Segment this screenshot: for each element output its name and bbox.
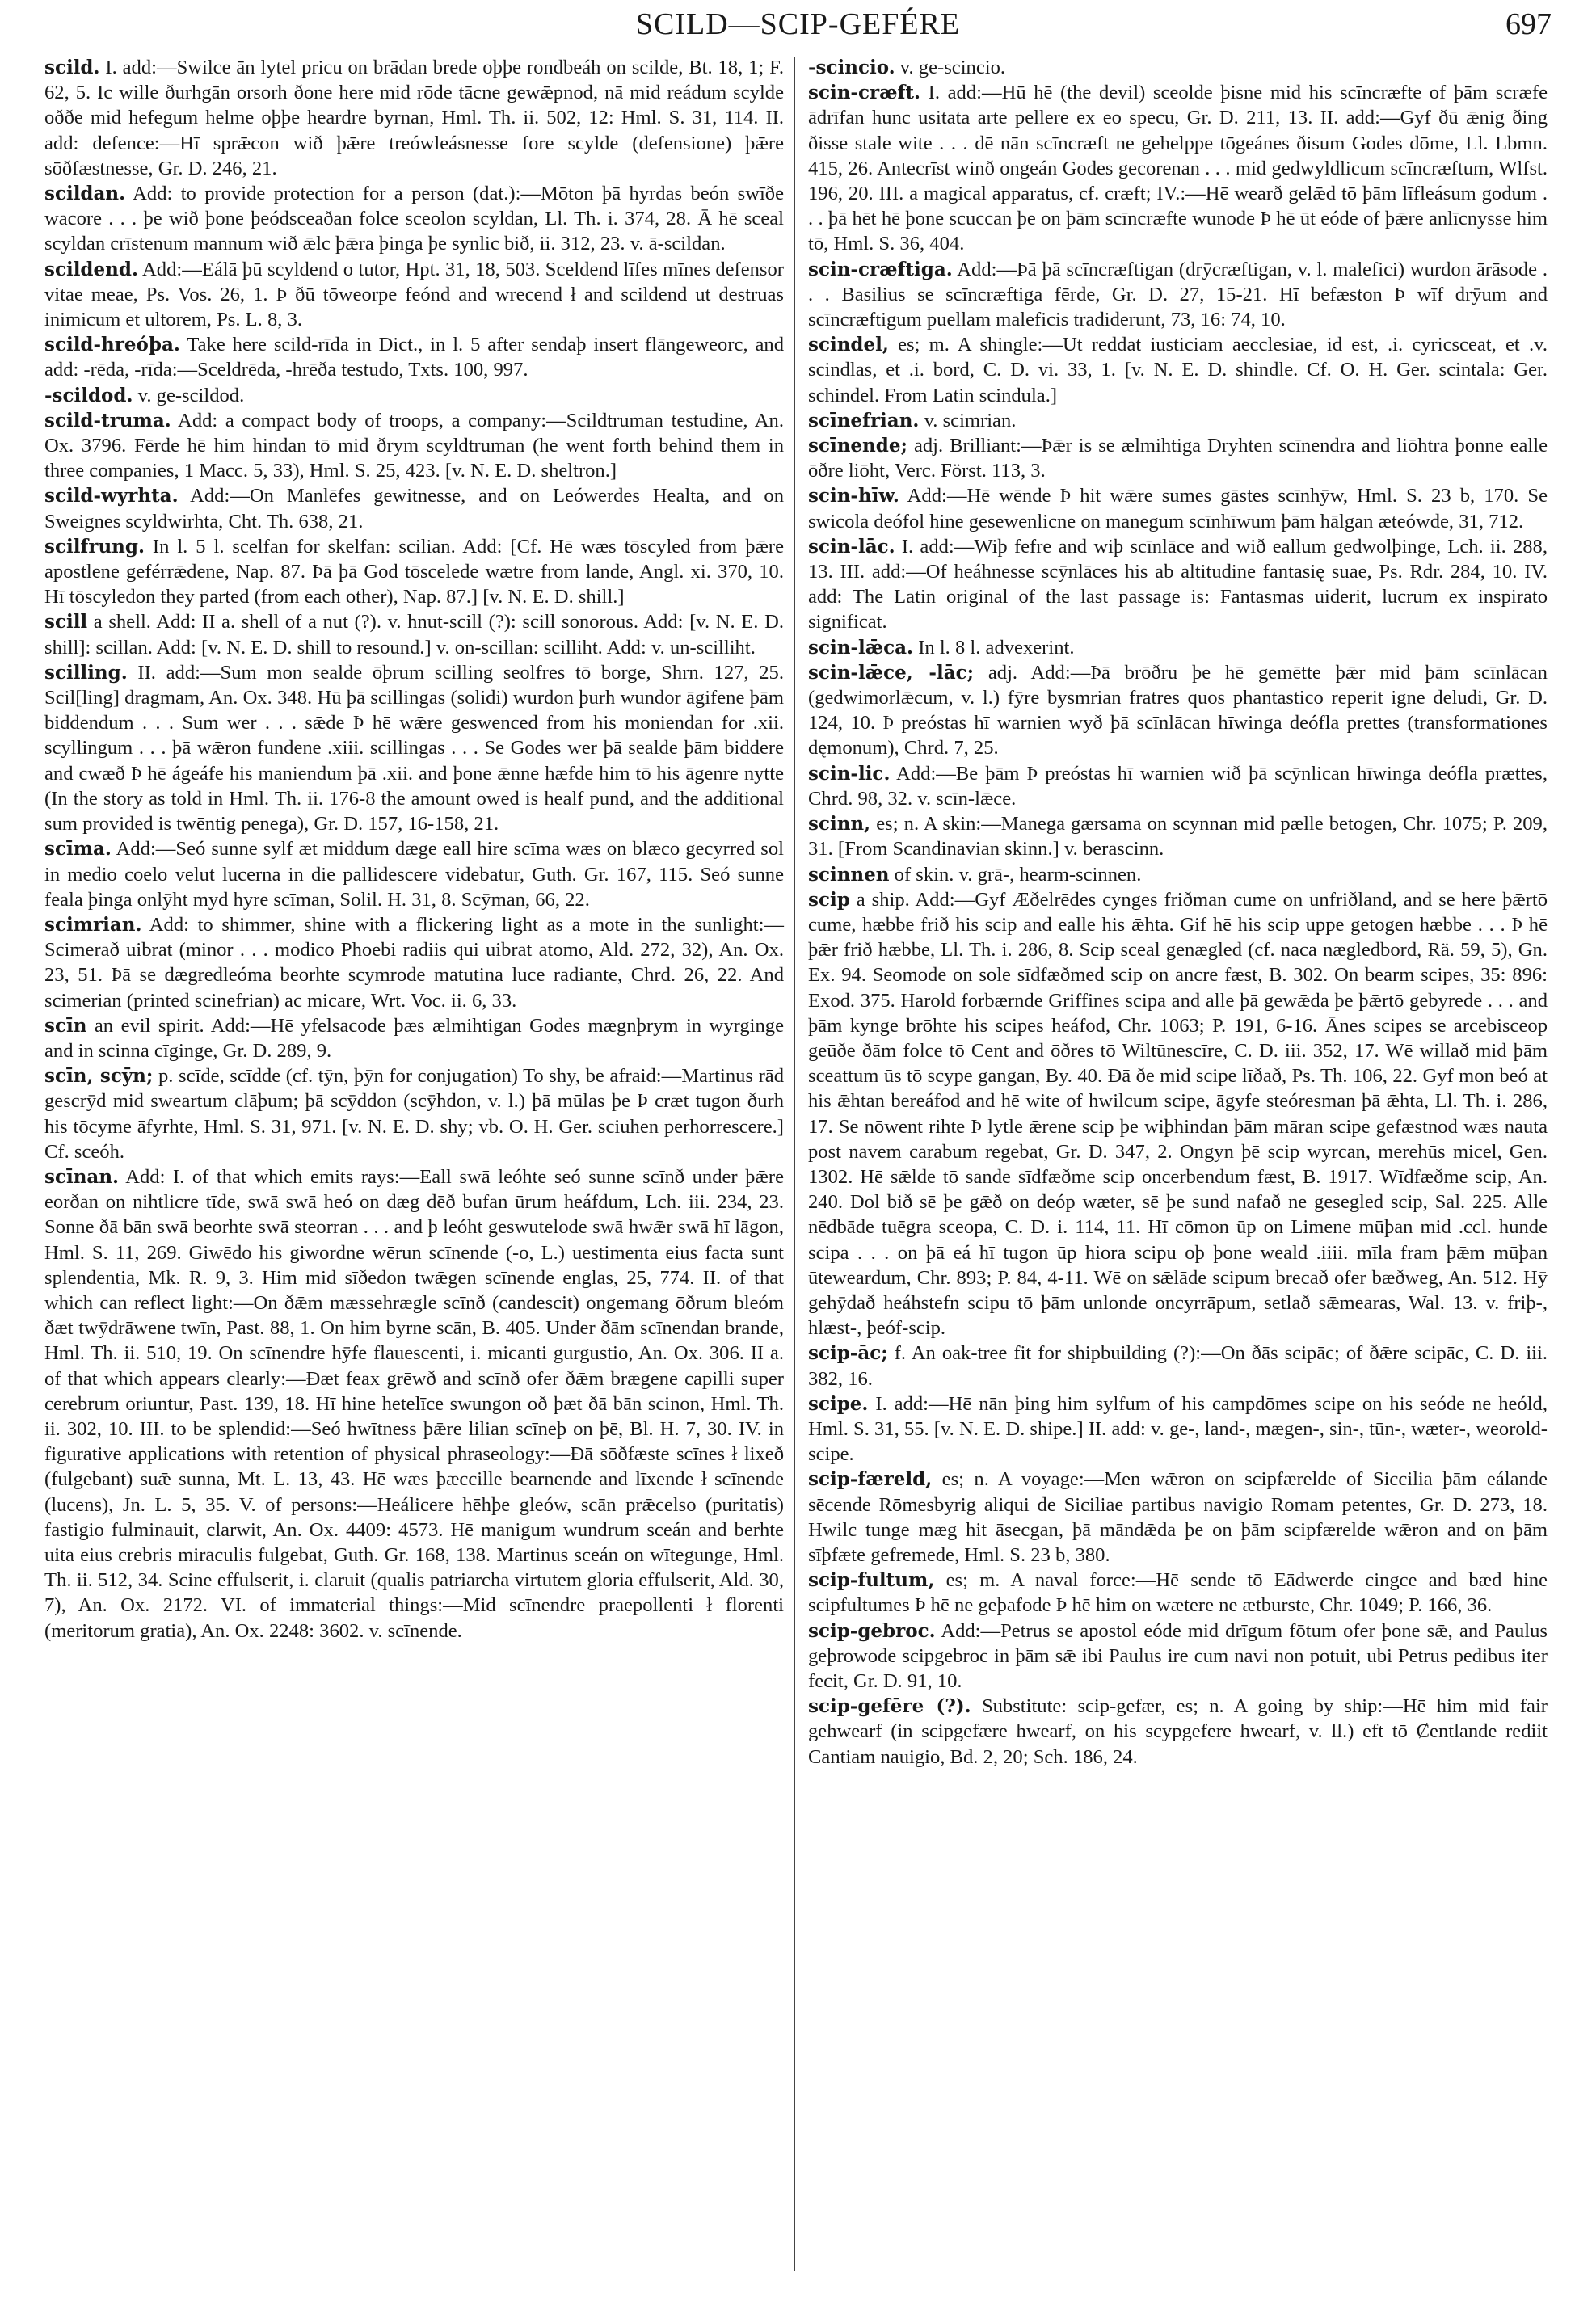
entry-headword: scild-wyrhta. (44, 485, 179, 507)
dictionary-entry (44, 408, 784, 484)
entry-body: p. scīde, scīdde (cf. tȳn, þȳn for conjugation) To shy, be afraid:—Martinus rād gescrȳd mid sweartum clāþum; þā scȳddon (scȳhdon, v. l.) þā mūlas þe Þ cræt tugon ðurh his tōcyme āfyrhte, Hml. S. 31, 971. [v. N. E. D. shy; vb. O. H. Ger. sciuhen perhorrescere.] Cf. sceóh. (44, 1065, 784, 1163)
dictionary-entry (808, 1467, 1548, 1568)
entry-headword: scīnan. (44, 1165, 120, 1188)
entry-body: a shell. Add: II a. shell of a nut (?). v. hnut-scill (?): scill sonorous. Add: [v. N. E. D. shill]: scillan. Add: [v. N. E. D. shill to resound.] v. on-scillan: scilliht. Add: v. un-scilliht. (44, 611, 784, 659)
entry-headword: scipe. (808, 1392, 869, 1415)
page-number: 697 (1505, 7, 1552, 41)
entry-body: II. add:—Sum mon sealde ōþrum scilling seolfres tō borge, Shrn. 127, 25. Scil[ling] dragmam, An. Ox. 348. Hū þā scillingas (solidi) wurdon þurh wundor āgifene þām biddendum . . . Sum wer . . . sǣde Þ hē wǣre geswenced from his moniendan for .xii. scyllingum . . . þā wǣron fundene .xiii. scillingas . . . Se Godes wer þā sealde þām biddere and cwæð Þ hē ágeáfe his maniendum þā .xii. and þone ǣnne hæfde him tō his āgenre nytte (In the story as told in Hml. Th. ii. 176-8 the amount owed is healf pund, and the additional sum provided is twēntig penega), Gr. D. 157, 16-158, 21. (44, 661, 784, 836)
entry-body: es; m. A shingle:—Ut reddat iusticiam aecclesiae, id est, .i. cyricsceat, et .v. scindlas, et .i. bord, C. D. vi. 33, 1. [v. N. E. D. shindle. Cf. O. H. Ger. scintala: Ger. schindel. From Latin scindula.] (808, 334, 1548, 406)
dictionary-entry (808, 483, 1548, 533)
entry-headword: scin-hīw. (808, 485, 899, 507)
entry-headword: scip-gefēre (?). (808, 1695, 971, 1718)
entry-headword: scīn (44, 1014, 87, 1037)
entry-headword: scip-āc; (808, 1342, 888, 1365)
dictionary-entry (44, 1063, 784, 1164)
entry-body: I. add:—Wiþ fefre and wiþ scīnlāce and wið eallum gedwolþinge, Lch. ii. 288, 13. III. add:—Of heáhnesse scȳnlāces his ab altitudine fantasię suae, Ps. Rdr. 284, 10. IV. add: The Latin original of the last passage is: Fantasmas uiderit, lucrum ex inspirato significat. (808, 535, 1548, 634)
dictionary-entry (808, 1568, 1548, 1618)
dictionary-entry (808, 660, 1548, 761)
dictionary-entry (44, 257, 784, 333)
dictionary-entry (808, 433, 1548, 483)
entry-headword: scīn, scȳn; (44, 1065, 154, 1088)
entry-headword: scip-færeld, (808, 1468, 933, 1491)
entry-body: a ship. Add:—Gyf Æðelrēdes cynges friðman cume on unfriðland, and se here þǣrtō cume, hæbbe frið his scip and ealle his ǣhta. Gif hē his scip uppe getogen hæbbe . . . Þ hē þǣr frið hæbbe, Ll. Th. i. 286, 8. Scip sceal genægled (cf. naca nægledbord, Rä. 59, 5), Gn. Ex. 94. Seomode on sole sīdfæðmed scip on ancre fæst, B. 302. On bearm scipes, 35: 896: Exod. 375. Harold forbærnde Griffines scipa and alle þā gewǣda þe þǣrtō gebyrede . . . and þām kynge brōhte his scipes heáfod, Chr. 1063; P. 191, 6-16. Ānes scipes se arcebisceop geūðe ðām folce tō Cent and ōðres tō Wiltūnescīre, C. D. iii. 352, 17. Wē willað mid þām sceattum ūs tō scype gangan, By. 40. Ðā ðe mid scipe līðað, Ps. Th. 106, 22. Gyf mon beó at his ǣhtan bereáfod and hē wite of hwilcum scipe, āgyfe steóresman þā ǣhta, Ll. Th. i. 286, 17. Se nōwent rihte Þ lytle ǣrene scip þe wiþhindan þām māran scipe gefæstnod wæs nauta post navem carabum regebat, Gr. D. 347, 2. Ongyn þē scip wyrcan, merehūs micel, Gen. 1302. Hē sǣlde tō sande sīdfæðme scip oncerbendum fæst, B. 1917. Wīdfæðme scip, An. 240. Dol bið sē þe gǣð on deóp wæter, sē þe sund nafað ne gesegled scip, Sal. 225. Alle nēdbāde tuēgra sceopa, C. D. i. 114, 11. Hī cōmon ūp on Limene mūþan mid .ccl. hunde scipa . . . on þā eá hī tugon ūp hiora scipu oþ þone weald .iiii. mīla fram þǣm mūþan ūteweardum, Chr. 893; P. 84, 4-11. Wē on sǣlāde scipum brecað ofer bæðweg, An. 512. Hȳ gehȳdað heáhstefn scipu tō þām unlonde oncyrrāpum, setlað sǣmearas, Wal. 13. v. friþ-, hlæst-, þeóf-scip. (808, 888, 1548, 1340)
entry-body: v. ge-scildod. (133, 384, 245, 406)
dictionary-entry (808, 635, 1548, 660)
dictionary-entry (44, 55, 784, 181)
entry-body: es; n. A voyage:—Men wǣron on scipfærelde of Siccilia þām eálande sēcende Rōmesbyrig aliqui de Siciliae partibus navigio Romam petentes, Gr. D. 273, 18. Hwilc tunge mæg hit āsecgan, þā māndǣda þe on þām scipfærelde wǣron and on þām sīþfæte gefremede, Hml. S. 23 b, 380. (808, 1468, 1548, 1566)
dictionary-entry (44, 1013, 784, 1063)
entry-headword: scin-lǣca. (808, 636, 914, 659)
entry-body: adj. Brilliant:—Þǣr is se ælmihtiga Dryhten scīnendra and liōhtra þonne ealle ōðre liōht, Verc. Först. 113, 3. (808, 435, 1548, 482)
entry-headword: scinn, (808, 813, 871, 836)
dictionary-entry (808, 1619, 1548, 1694)
entry-body: I. add:—Hū hē (the devil) sceolde þisne mid his scīncræfte of þām scræfe ādrīfan hunc usitata arte pellere ex eo specu, Gr. D. 211, 13. II. add:—Gyf ðū ǣnig ðing ðisse stale wite . . . dē nān scīncræft ne gehelppe tōgeánes ðisum Godes dōme, Ll. Lbmn. 415, 26. Antecrīst winð ongeán Godes gecorenan . . . mid gedwyldlicum scīncræftum, Wlfst. 196, 20. III. a magical apparatus, cf. cræft; IV.:—Hē wearð gelǣd tō þām līfleásum godum . . . þā hēt hē þone scuccan þe on þām scīncræfte wunode Þ hē ūt eóde of þǣre anlīcnysse him tō, Hml. S. 36, 404. (808, 82, 1548, 255)
entry-headword: scīnende; (808, 435, 907, 457)
entry-body: Add:—Be þām Þ preóstas hī warnien wið þā scȳnlican hīwinga deófla prættes, Chrd. 98, 32. v. scīn-lǣce. (808, 762, 1548, 810)
entry-body: Add:—Petrus se apostol eóde mid drīgum fōtum ofer þone sǣ, and Paulus geþrowode scipgebroc in þām sǣ ibi Paulus ire cum navi non potuit, ubi Petrus pedibus iter fecit, Gr. D. 91, 10. (808, 1619, 1548, 1692)
entry-body: I. add:—Hē nān þing him sylfum of his campdōmes scipe on his seóde ne heóld, Hml. S. 31, 55. [v. N. E. D. shipe.] II. add: v. ge-, land-, mægen-, sin-, tūn-, wæter-, weorold-scipe. (808, 1392, 1548, 1466)
entry-body: In l. 8 l. advexerint. (913, 636, 1075, 659)
running-title: SCILD—SCIP-GEFÉRE (635, 7, 961, 41)
dictionary-entry (808, 408, 1548, 433)
entry-headword: scild-hreóþa. (44, 334, 180, 356)
entry-body: I. add:—Swilce ān lytel pricu on brādan brede oþþe rondbeáh on scilde, Bt. 18, 1; F. 62, 5. Ic wille ðurhgān orsorh ðone here mid rōde tācne gewǣpnod, nā mid reádum scylde oððe mid hefegum helme oþþe heardre byrnan, Hml. Th. ii. 502, 12: Hml. S. 31, 114. II. add: defence:—Hī sprǣcon wið þǣre treówleásnesse fore scylde (defensione) þǣre sōðfæstnesse, Gr. D. 246, 21. (44, 57, 784, 179)
dictionary-entry (808, 811, 1548, 861)
entry-headword: scinnen (808, 863, 890, 886)
entry-body: v. scimrian. (919, 409, 1017, 431)
entry-body: Add: a compact body of troops, a company:—Scildtruman testudine, An. Ox. 3796. Fērde hē him hindan tō mid ðrym scyldtruman (he went forth behind them in three companies, 1 Macc. 5, 33), Hml. S. 25, 423. [v. N. E. D. sheltron.] (44, 409, 784, 482)
entry-headword: scin-cræft. (808, 82, 921, 104)
dictionary-entry (44, 609, 784, 659)
entry-body: f. An oak-tree fit for shipbuilding (?):—On ðās scipāc; of ðǣre scipāc, C. D. iii. 382, 16. (808, 1342, 1548, 1390)
dictionary-entry (44, 534, 784, 610)
entry-headword: scildan. (44, 183, 126, 205)
page-header (44, 6, 1552, 47)
entry-headword: scildend. (44, 258, 138, 280)
entry-headword: scimrian. (44, 913, 142, 936)
entry-body: Add:—Hē wēnde Þ hit wǣre sumes gāstes scīnhȳw, Hml. S. 23 b, 170. Se swicola deófol hine gesewenlicne on manegum scīnhīwum þām hālgan æteówde, 31, 712. (808, 485, 1548, 532)
entry-body: es; m. A naval force:—Hē sende tō Eādwerde cingce and bæd hine scipfultumes Þ hē ne geþafode Þ hē him on wætere ne ætburste, Chr. 1049; P. 166, 36. (808, 1569, 1548, 1617)
left-column (44, 55, 784, 1644)
column-divider (794, 57, 795, 2271)
dictionary-entry (808, 257, 1548, 333)
dictionary-entry (808, 534, 1548, 635)
entry-body: of skin. v. grā-, hearm-scinnen. (889, 863, 1142, 886)
entry-body: v. ge-scincio. (895, 57, 1006, 78)
dictionary-entry (44, 836, 784, 912)
entry-headword: scill (44, 611, 88, 634)
entry-headword: scip-gebroc. (808, 1619, 936, 1642)
dictionary-entry (44, 383, 784, 408)
dictionary-entry (808, 761, 1548, 811)
entry-headword: scindel, (808, 334, 889, 356)
entry-headword: scild-truma. (44, 409, 171, 431)
entry-body: Add:—Seó sunne sylf æt middum dæge eall hire scīma wæs on blæco gecyrred sol in medio coelo velut lucerna in die pallidescere videbatur, Guth. Gr. 167, 115. Seó sunne feala þinga onlȳht myd hyre scīman, Solil. H. 31, 8. Scȳman, 66, 22. (44, 838, 784, 911)
entry-body: Take here scild-rīda in Dict., in l. 5 after sendaþ insert flāngeweorc, and add: -rēda, -rīda:—Sceldrēda, -hrēða testudo, Txts. 100, 997. (44, 334, 784, 381)
dictionary-entry (808, 1694, 1548, 1770)
entry-headword: scīnefrian. (808, 409, 920, 431)
entry-headword: scip (808, 888, 850, 911)
dictionary-entry (808, 55, 1548, 80)
right-column (808, 55, 1548, 1770)
entry-body: es; n. A skin:—Manega gærsama on scynnan mid pælle betogen, Chr. 1075; P. 209, 31. [From Scandinavian skinn.] v. berascinn. (808, 813, 1548, 861)
dictionary-entry (808, 80, 1548, 256)
entry-body: Add:—Eálā þū scyldend o tutor, Hpt. 31, 18, 503. Sceldend līfes mīnes defensor vitae meae, Ps. Vos. 26, 1. Þ ðū tōweorpe feónd and wrecend ł and scildend ut destruas inimicum et ultorem, Ps. L. 8, 3. (44, 258, 784, 331)
entry-headword: scin-lic. (808, 762, 891, 785)
entry-headword: scin-lǣce, -lāc; (808, 661, 975, 684)
dictionary-entry (808, 1341, 1548, 1391)
dictionary-entry (44, 660, 784, 836)
entry-headword: scin-cræftiga. (808, 258, 953, 280)
entry-headword: scild. (44, 57, 100, 78)
entry-headword: scin-lāc. (808, 535, 895, 558)
entry-headword: scilling. (44, 661, 128, 684)
entry-body: Add: I. of that which emits rays:—Eall swā leóhte seó sunne scīnð under þǣre eorðan on nihtlicre tīde, swā swā heó on dæg dēð bufan ūrum heáfdum, Lch. iii. 234, 23. Sonne ðā bān swā beorhte swā steorran . . . and þ leóht geswutelode swā hwǣr swā hī lāgon, Hml. S. 11, 269. Giwēdo his giwordne wērun scīnende (-o, L.) uestimenta eius facta sunt splendentia, Mk. R. 9, 3. Him mid sīðedon twǣgen scīnende englas, 25, 774. II. of that which can reflect light:—On ðǣm mæssehrægle scīnð (candescit) ongemang ōðrum bleóm ðæt twȳdrāwene twīn, Past. 88, 1. On him byrne scān, B. 405. Under ðām scīnendan brande, Hml. Th. ii. 510, 19. On scīnendre hȳfe flauescenti, i. micanti gurgustio, An. Ox. 306. II a. of that which appears clearly:—Ðæt feax grēwð and scīnð ofer ðǣm brægene capilli super cerebrum oriuntur, Past. 139, 18. Hī hine hetelīce swungon oð þæt ðā bān scinon, Hml. Th. ii. 302, 10. III. to be splendid:—Seó hwītness þǣre lilian scīneþ on þē, Bl. H. 7, 30. IV. in figurative applications with retention of physical phraseology:—Ðā sōðfæste scīnes ł lixeð (fulgebant) suǣ sunna, Mt. L. 13, 43. Hē wæs þæccille bearnende and līxende ł scīnende (lucens), Jn. L. 5, 35. V. of persons:—Heálicere hēhþe gleów, scān prǣcelso (puritatis) fastigio fulminauit, clarwit, An. Ox. 4409: 4573. Hē manigum wundrum sceán and berhte uita eius crebris miraculis fulgebat, Guth. Gr. 168, 138. Martinus sceán on wītegunge, Hml. Th. ii. 512, 34. Scine effulserit, i. claruit (qualis patriarcha virtutem gloria effulserit, Ald. 30, 7), An. Ox. 2172. VI. of immaterial things:—Mid scīnendre praepollenti ł florenti (meritorum gratia), An. Ox. 2248: 3602. v. scīnende. (44, 1165, 784, 1642)
entry-body: In l. 5 l. scelfan for skelfan: scilian. Add: [Cf. Hē wæs tōscyled from þǣre apostlene geférrǣdene, Nap. 87. Þā þā God tōscelede wætre from lande, Angl. xi. 370, 10. Hī tōscyledon they parted (from each other), Nap. 87.] [v. N. E. D. shill.] (44, 535, 784, 608)
entry-body: adj. Add:—Þā brōðru þe hē gemētte þǣr mid þām scīnlācan (gedwimorlǣcum, v. l.) fȳre bysmrian fratres quos phantastico reperit igne deludi, Gr. D. 124, 10. Þ preóstas hī warnien wyð þā scīnlācan hīwinga deófla prettes (transformationes dęmonum), Chrd. 7, 25. (808, 661, 1548, 760)
dictionary-entry (808, 332, 1548, 408)
entry-headword: scilfrung. (44, 535, 145, 558)
dictionary-entry (44, 181, 784, 257)
dictionary-entry (44, 912, 784, 1013)
entry-headword: scīma. (44, 838, 112, 861)
entry-headword: -scincio. (808, 57, 895, 78)
dictionary-entry (808, 887, 1548, 1341)
entry-body: Substitute: scip-gefær, es; n. A going by ship:—Hē him mid fair gehwearf (in scipgefære hwearf, on his scypgefere hwearf, v. ll.) eft tō Ȼentlande rediit Cantiam nauigio, Bd. 2, 20; Sch. 186, 24. (808, 1695, 1548, 1768)
entry-headword: scip-fultum, (808, 1569, 935, 1592)
dictionary-entry (44, 332, 784, 382)
dictionary-entry (808, 862, 1548, 887)
entry-body: Add: to provide protection for a person (dat.):—Mōton þā hyrdas beón swīðe wacore . . . þe wið þone þeódsceaðan folce sceolon scyldan, Ll. Th. i. 374, 28. Ā hē sceal scyldan crīstenum mannum wið ǣlc þǣra þinga þe synlic bið, ii. 312, 23. v. ā-scildan. (44, 183, 784, 255)
dictionary-entry (44, 483, 784, 533)
entry-body: an evil spirit. Add:—Hē yfelsacode þæs ælmihtigan Godes mægnþrym in wyrginge and in scinna cīginge, Gr. D. 289, 9. (44, 1014, 784, 1062)
entry-headword: -scildod. (44, 384, 133, 406)
dictionary-entry (44, 1164, 784, 1644)
dictionary-entry (808, 1391, 1548, 1467)
entry-body: Add:—On Manlēfes gewitnesse, and on Leówerdes Healta, and on Sweignes scyldwirhta, Cht. Th. 638, 21. (44, 485, 784, 532)
entry-body: Add:—Þā þā scīncræftigan (drȳcræftigan, v. l. malefici) wurdon ārāsode . . . Basilius se scīncræftiga fērde, Gr. D. 27, 15-21. Hī befæston Þ wīf drȳum and scīncræftigum puellam maleficis tradiderunt, 73, 16: 74, 10. (808, 258, 1548, 331)
entry-body: Add: to shimmer, shine with a flickering light as a mote in the sunlight:—Scimerað uibrat (minor . . . modico Phoebi radiis qui uibrat atomo, Ald. 272, 32), An. Ox. 23, 51. Þā se dægredleóma beorhte scymrode matutina luce radiante, Chrd. 26, 22. And scimerian (printed scinefrian) ac micare, Wrt. Voc. ii. 6, 33. (44, 913, 784, 1012)
